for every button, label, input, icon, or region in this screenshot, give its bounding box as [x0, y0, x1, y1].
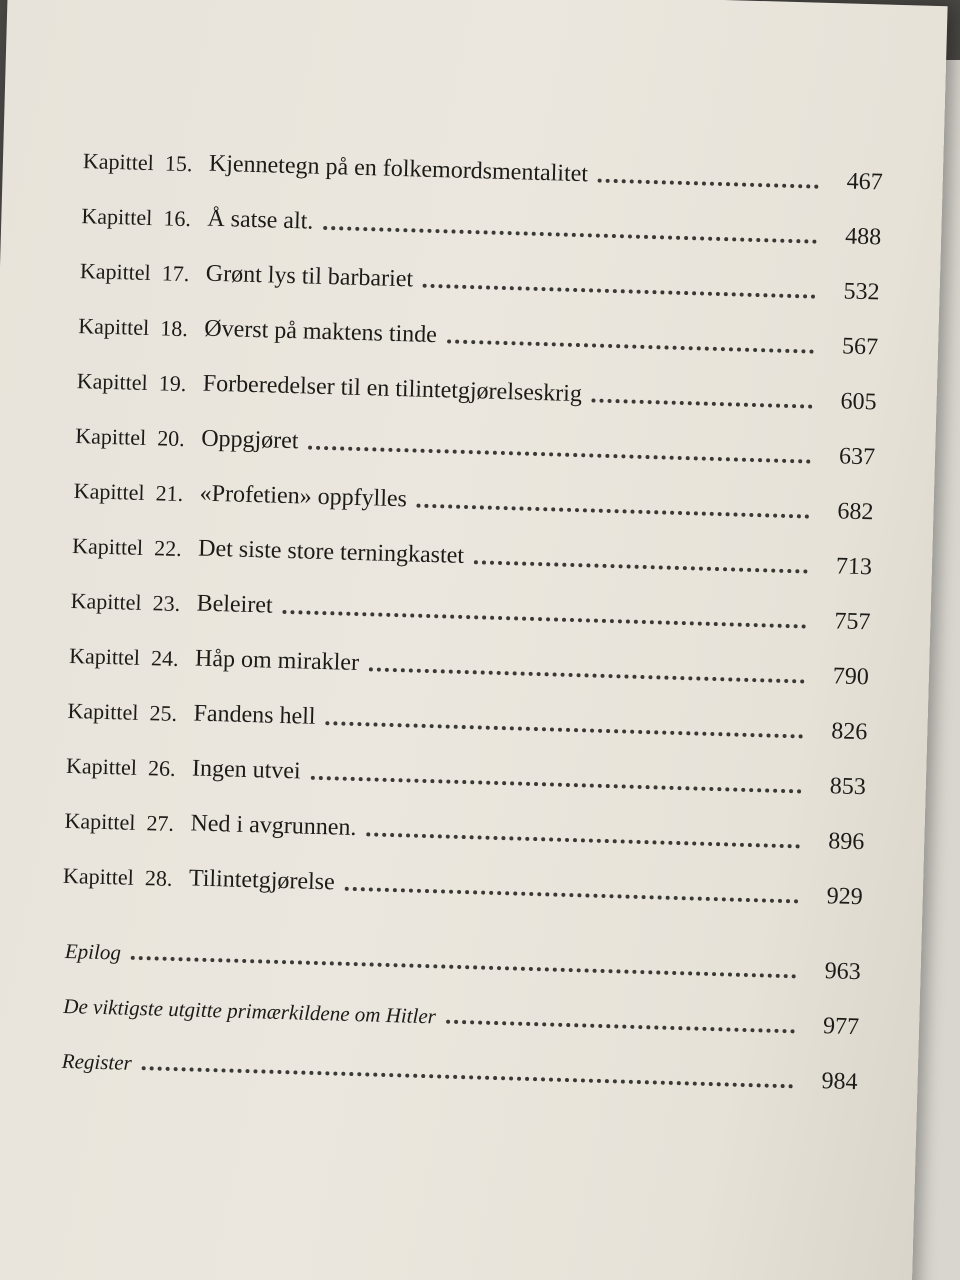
chapter-number: 19. [158, 370, 187, 397]
chapter-label: Kapittel [68, 642, 141, 670]
leader-dots [131, 956, 797, 979]
toc-entry [66, 737, 867, 799]
page-number: 977 [822, 1013, 860, 1041]
chapter-title: Ingen utvei [191, 755, 302, 785]
chapter-number: 21. [155, 480, 184, 507]
page-number: 929 [826, 883, 864, 911]
chapter-number: 23. [152, 590, 181, 617]
page-number: 605 [840, 388, 877, 416]
chapter-title: Grønt lys til barbariet [205, 260, 414, 293]
toc-entry [78, 297, 879, 359]
chapter-label: Kapittel [70, 587, 142, 615]
chapter-number: 24. [150, 645, 179, 672]
toc-entry [63, 847, 864, 909]
chapter-label: Kapittel [82, 148, 155, 176]
chapter-number: 27. [146, 810, 175, 836]
chapter-number: 18. [159, 315, 189, 342]
toc-entry [72, 517, 873, 579]
chapter-number: 28. [144, 865, 173, 891]
chapter-label: Kapittel [64, 807, 136, 835]
leader-dots [282, 610, 806, 629]
chapter-number: 17. [161, 260, 190, 287]
leader-dots [310, 776, 801, 794]
chapter-label: Kapittel [81, 203, 153, 231]
chapter-label: Kapittel [67, 697, 139, 725]
chapter-number: 16. [163, 205, 192, 232]
chapter-title: Beleiret [196, 590, 273, 619]
page-number: 713 [835, 553, 873, 581]
leader-dots [592, 398, 813, 408]
toc-entry [83, 132, 884, 194]
chapter-label: Kapittel [74, 423, 147, 451]
table-of-contents [61, 132, 884, 1096]
leader-dots [308, 446, 811, 464]
chapter-label: Kapittel [78, 313, 150, 341]
chapter-title: «Profetien» oppfylles [199, 480, 408, 513]
chapter-label: Kapittel [71, 533, 144, 560]
toc-entry-sources [59, 977, 860, 1039]
toc-entry [81, 187, 882, 249]
leader-dots [142, 1066, 794, 1088]
page-number: 637 [838, 443, 876, 471]
chapter-title: Håp om mirakler [194, 645, 360, 677]
chapter-number: 15. [164, 150, 193, 177]
toc-entry [69, 627, 870, 689]
leader-dots [598, 179, 819, 189]
chapter-title: Det siste store terningkastet [197, 535, 465, 569]
chapter-number: 22. [153, 535, 183, 562]
chapter-number: 25. [149, 700, 178, 727]
leader-dots [369, 667, 805, 683]
toc-entry [67, 682, 868, 744]
page-number: 532 [843, 278, 880, 306]
toc-entry [75, 407, 876, 469]
page-number: 790 [832, 663, 870, 691]
leader-dots [366, 832, 800, 848]
page-number: 896 [827, 828, 865, 856]
chapter-title: Ned i avgrunnen. [190, 810, 357, 842]
page-number: 984 [821, 1068, 858, 1096]
page-number: 682 [837, 498, 874, 526]
leader-dots [423, 284, 816, 299]
toc-entry [73, 462, 874, 524]
leader-dots [325, 721, 803, 738]
page-number: 488 [844, 223, 882, 251]
page-number: 757 [834, 608, 871, 636]
leader-dots [323, 226, 817, 244]
back-matter-title: De viktigste utgitte primærkildene om Hitler [63, 993, 437, 1029]
page-number: 567 [841, 333, 879, 361]
chapter-title: Kjennetegn på en folkemordsmentalitet [208, 150, 589, 188]
toc-entry [70, 572, 871, 634]
chapter-title: Å satse alt. [207, 205, 314, 235]
page-number: 826 [830, 718, 868, 746]
toc-entry-epilog [61, 922, 862, 984]
chapter-label: Kapittel [79, 258, 152, 286]
back-matter-title: Epilog [64, 938, 122, 965]
toc-entry [80, 242, 881, 304]
chapter-label: Kapittel [65, 752, 138, 780]
back-matter-title: Register [61, 1048, 133, 1075]
chapter-number: 26. [147, 755, 176, 781]
page-number: 963 [824, 958, 861, 986]
chapter-title: Forberedelser til en tilintetgjørelseskrig [202, 370, 583, 408]
page-number: 467 [846, 168, 884, 196]
toc-entry [77, 352, 878, 414]
chapter-number: 20. [156, 425, 186, 452]
leader-dots [474, 560, 808, 573]
chapter-title: Fandens hell [193, 700, 316, 730]
leader-dots [446, 1020, 795, 1034]
leader-dots [344, 887, 798, 904]
chapter-label: Kapittel [62, 862, 135, 890]
leader-dots [447, 339, 814, 353]
page-number: 853 [829, 773, 867, 801]
leader-dots [417, 504, 810, 519]
chapter-label: Kapittel [73, 478, 145, 506]
toc-entry-register [58, 1032, 859, 1094]
chapter-title: Oppgjøret [200, 425, 299, 455]
chapter-label: Kapittel [76, 368, 149, 396]
toc-entry [64, 792, 865, 854]
chapter-title: Tilintetgjørelse [188, 865, 336, 896]
chapter-title: Øverst på maktens tinde [203, 315, 438, 349]
